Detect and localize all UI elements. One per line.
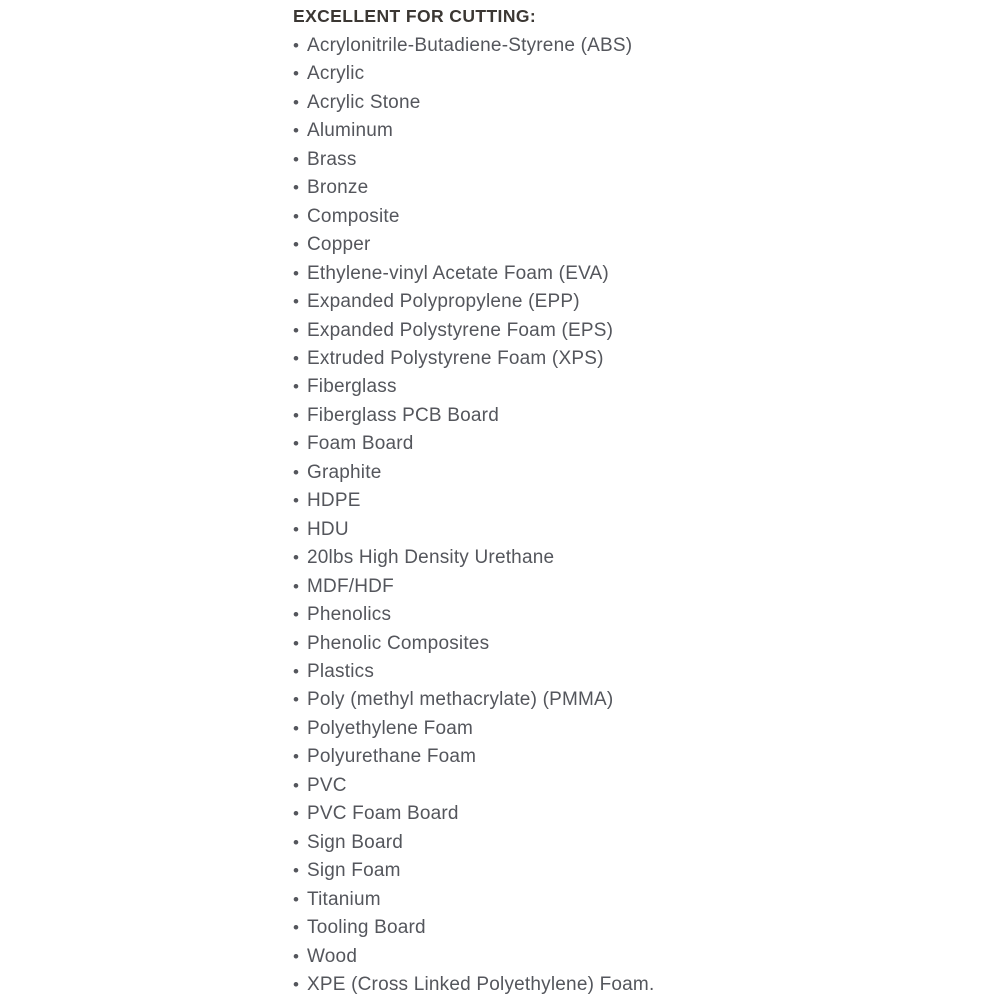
bullet-marker: • <box>293 661 300 681</box>
list-item <box>293 146 993 174</box>
list-item-text: Extruded Polystyrene Foam (XPS) <box>307 347 604 369</box>
list-item-text: Acrylic Stone <box>307 91 421 113</box>
list-item <box>293 430 993 458</box>
list-item-text: XPE (Cross Linked Polyethylene) Foam. <box>307 973 655 995</box>
list-item-text: Composite <box>307 205 400 227</box>
bullet-marker: • <box>293 804 300 824</box>
list-item-text: HDU <box>307 518 349 540</box>
materials-list <box>293 32 993 999</box>
bullet-marker: • <box>293 235 300 255</box>
bullet-marker: • <box>293 292 300 312</box>
list-item <box>293 601 993 629</box>
section-heading: EXCELLENT FOR CUTTING: <box>293 6 537 26</box>
list-item-text: Fiberglass PCB Board <box>307 404 499 426</box>
bullet-marker: • <box>293 519 300 539</box>
list-item <box>293 800 993 828</box>
bullet-marker: • <box>293 36 300 55</box>
list-item-text: Brass <box>307 148 357 170</box>
list-item <box>293 32 993 60</box>
bullet-marker: • <box>293 946 300 966</box>
bullet-marker: • <box>293 747 300 767</box>
bullet-marker: • <box>293 605 300 625</box>
bullet-marker: • <box>293 491 300 511</box>
list-item-text: Phenolic Composites <box>307 632 490 654</box>
list-item-text: Acrylonitrile-Butadiene-Styrene (ABS) <box>307 35 633 56</box>
list-item <box>293 715 993 743</box>
list-item-text: Expanded Polypropylene (EPP) <box>307 291 580 313</box>
bullet-marker: • <box>293 348 300 368</box>
list-item <box>293 544 993 572</box>
list-item <box>293 288 993 316</box>
cutting-materials-section <box>293 4 993 999</box>
bullet-marker: • <box>293 263 300 283</box>
list-item <box>293 174 993 202</box>
list-item <box>293 60 993 88</box>
list-item-text: Copper <box>307 234 371 256</box>
bullet-marker: • <box>293 690 300 710</box>
list-item-text: PVC Foam Board <box>307 803 459 825</box>
list-item <box>293 345 993 373</box>
bullet-marker: • <box>293 206 300 226</box>
bullet-marker: • <box>293 889 300 909</box>
bullet-marker: • <box>293 178 300 198</box>
list-item <box>293 459 993 487</box>
list-item <box>293 89 993 117</box>
list-item-text: Titanium <box>307 888 381 910</box>
list-item-text: Plastics <box>307 660 375 682</box>
bullet-marker: • <box>293 576 300 596</box>
list-item <box>293 487 993 515</box>
list-item <box>293 231 993 259</box>
bullet-marker: • <box>293 405 300 425</box>
list-item-text: Phenolics <box>307 604 392 626</box>
list-item-text: 20lbs High Density Urethane <box>307 547 555 569</box>
bullet-marker: • <box>293 718 300 738</box>
bullet-marker: • <box>293 548 300 568</box>
list-item-text: Polyethylene Foam <box>307 717 474 739</box>
bullet-marker: • <box>293 320 300 340</box>
list-item-text: Sign Foam <box>307 860 401 882</box>
bullet-marker: • <box>293 633 300 653</box>
bullet-marker: • <box>293 775 300 795</box>
bullet-marker: • <box>293 434 300 454</box>
list-item-text: Foam Board <box>307 433 414 455</box>
list-item-text: PVC <box>307 774 347 796</box>
list-item-text: Tooling Board <box>307 917 426 939</box>
bullet-marker: • <box>293 974 300 994</box>
list-item-text: Expanded Polystyrene Foam (EPS) <box>307 319 614 341</box>
list-item <box>293 686 993 714</box>
list-item <box>293 373 993 401</box>
list-item-text: MDF/HDF <box>307 575 394 597</box>
list-item-text: Graphite <box>307 461 382 483</box>
list-item <box>293 203 993 231</box>
bullet-marker: • <box>293 861 300 881</box>
list-item <box>293 658 993 686</box>
list-item <box>293 743 993 771</box>
list-item-text: Poly (methyl methacrylate) (PMMA) <box>307 689 614 711</box>
bullet-marker: • <box>293 377 300 397</box>
list-item <box>293 971 993 999</box>
list-item-text: Bronze <box>307 177 369 199</box>
list-item <box>293 772 993 800</box>
list-item <box>293 630 993 658</box>
list-item <box>293 943 993 971</box>
list-item <box>293 117 993 145</box>
list-item <box>293 402 993 430</box>
bullet-marker: • <box>293 462 300 482</box>
bullet-marker: • <box>293 149 300 169</box>
list-item-text: Aluminum <box>307 120 394 142</box>
list-item-text: HDPE <box>307 490 361 512</box>
bullet-marker: • <box>293 918 300 938</box>
list-item <box>293 260 993 288</box>
list-item-text: Polyurethane Foam <box>307 746 477 768</box>
list-item-text: Acrylic <box>307 63 365 85</box>
list-item-text: Sign Board <box>307 831 404 853</box>
list-item-text: Ethylene-vinyl Acetate Foam (EVA) <box>307 262 609 284</box>
bullet-marker: • <box>293 121 300 141</box>
bullet-marker: • <box>293 92 300 112</box>
list-item <box>293 914 993 942</box>
bullet-marker: • <box>293 832 300 852</box>
list-item <box>293 829 993 857</box>
list-item <box>293 857 993 885</box>
list-item-text: Fiberglass <box>307 376 397 398</box>
list-item <box>293 516 993 544</box>
list-item-text: Wood <box>307 945 358 967</box>
list-item <box>293 573 993 601</box>
list-item <box>293 886 993 914</box>
bullet-marker: • <box>293 64 300 84</box>
list-item <box>293 317 993 345</box>
